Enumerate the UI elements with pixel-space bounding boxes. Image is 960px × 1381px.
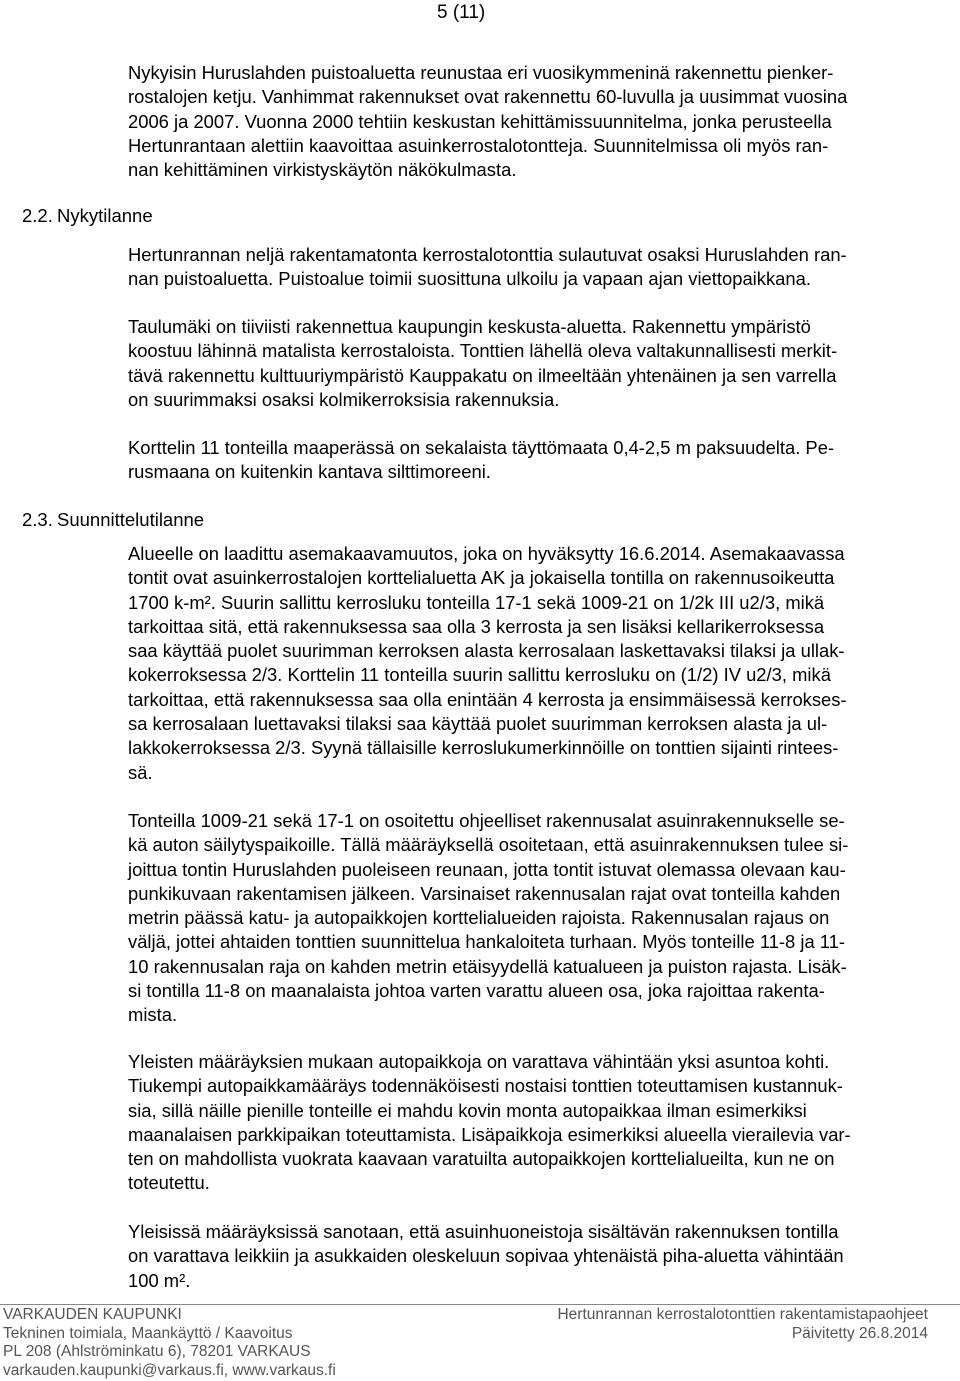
text-line: on suurimmaksi osaksi kolmikerroksisia rakennuksia.	[128, 388, 560, 410]
paragraph-nykytilanne-1	[128, 243, 958, 292]
footer-updated-date: Päivitetty 26.8.2014	[791, 1324, 928, 1342]
text-line: joittua tontin Huruslahden puoleiseen reunaan, jotta tontit istuvat olemassa olevaan kau-	[128, 858, 846, 880]
footer-contact	[3, 1306, 336, 1380]
text-line: kokerroksessa 2/3. Korttelin 11 tonteilla suurin sallittu kerrosluku on (1/2) IV u2/3, mikä	[128, 664, 831, 686]
text-line: Tiukempi autopaikkamääräys todennäköisesti nostaisi tonttien toteuttamisen kustannuk-	[128, 1075, 843, 1097]
text-line: rostalojen ketju. Vanhimmat rakennukset ovat rakennettu 60-luvulla ja uusimmat vuosina	[128, 86, 848, 108]
text-line: si tontilla 11-8 on maanalaista johtoa varten varattu alueen osa, joka rajoittaa rakenta-	[128, 980, 825, 1002]
text-line: ten on mahdollista vuokrata kaavaan varatuilta autopaikkojen korttelialueilta, kun ne on	[128, 1148, 835, 1170]
text-line: mista.	[128, 1004, 178, 1026]
text-line: sia, sillä näille pienille tonteille ei mahdu kovin monta autopaikkaa ilman esimerkiksi	[128, 1099, 807, 1121]
paragraph-suunnittelu-2	[128, 809, 958, 1028]
text-line: tarkoittaa sitä, että rakennuksessa saa olla 3 kerrosta ja sen lisäksi kellarikerroksessa	[128, 615, 825, 637]
text-line: tontit ovat asuinkerrostalojen korttelialuetta AK ja jokaisella tontilla on rakennusoikeutta	[128, 567, 835, 589]
text-line: punkikuvaan rakentamisen jälkeen. Varsinaiset rakennusalan rajat ovat tonteilla kahden	[128, 882, 841, 904]
text-line: Hertunrantaan alettiin kaavoittaa asuinkerrostalotontteja. Suunnitelmissa oli myös ran-	[128, 134, 829, 156]
text-line: nan puistoaluetta. Puistoalue toimii suosittuna ulkoilu ja vapaan ajan viettopaikkana.	[128, 268, 811, 290]
text-line: kä auton säilytyspaikoille. Tällä määräyksellä osoitetaan, että asuinrakennuksen tulee si-	[128, 834, 849, 856]
footer-divider	[0, 1304, 960, 1305]
text-line: Taulumäki on tiiviisti rakennettua kaupungin keskusta-aluetta. Rakennettu ympäristö	[128, 316, 811, 337]
paragraph-suunnittelu-4	[128, 1220, 958, 1293]
text-line: koostuu lähinnä matalista kerrostaloista. Tonttien lähellä oleva valtakunnallisesti merkit-	[128, 340, 838, 362]
paragraph-suunnittelu-3	[128, 1050, 958, 1196]
footer-email-web: varkauden.kaupunki@varkaus.fi, www.varkaus.fi	[3, 1361, 336, 1379]
text-line: on varattava leikkiin ja asukkaiden oleskeluun sopivaa yhtenäistä piha-aluetta vähintään	[128, 1245, 844, 1267]
text-line: 1700 k-m². Suurin sallittu kerrosluku tonteilla 17-1 sekä 1009-21 on 1/2k III u2/3, mikä	[128, 591, 825, 613]
text-line: nan kehittäminen virkistyskäytön näkökulmasta.	[128, 159, 517, 181]
footer-document-title: Hertunrannan kerrostalotonttien rakentamistapaohjeet	[557, 1306, 928, 1323]
text-line: saa käyttää puolet suurimman kerroksen alasta kerrosalaan laskettavaksi tilaksi ja ullak-	[128, 640, 845, 662]
text-line: Alueelle on laadittu asemakaavamuutos, joka on hyväksytty 16.6.2014. Asemakaavassa	[128, 543, 845, 564]
text-line: maanalaisen parkkipaikan toteuttamista. Lisäpaikkoja esimerkiksi alueella vierailevia var-	[128, 1123, 851, 1145]
section-number: 2.3.	[22, 509, 53, 530]
text-line: sä.	[128, 761, 153, 783]
text-line: metrin päässä katu- ja autopaikkojen korttelialueiden rajoista. Rakennusalan rajaus on	[128, 907, 830, 929]
text-line: 2006 ja 2007. Vuonna 2000 tehtiin keskustan kehittämissuunnitelma, jonka perusteella	[128, 110, 832, 132]
text-line: sa kerrosalaan luettavaksi tilaksi saa käyttää puolet suurimman kerroksen alasta ja ul-	[128, 713, 828, 735]
footer-organization: VARKAUDEN KAUPUNKI	[3, 1306, 182, 1323]
section-number: 2.2.	[22, 205, 53, 226]
section-title: Suunnittelutilanne	[57, 509, 205, 530]
text-line: rusmaana on kuitenkin kantava silttimoreeni.	[128, 461, 491, 483]
page-number: 5 (11)	[437, 2, 486, 23]
paragraph-intro	[128, 61, 958, 182]
text-line: Yleisten määräyksien mukaan autopaikkoja on varattava vähintään yksi asuntoa kohti.	[128, 1051, 830, 1072]
paragraph-nykytilanne-2	[128, 315, 958, 412]
footer-document-info	[557, 1306, 928, 1343]
text-line: tarkoittaa, että rakennuksessa saa olla enintään 4 kerrosta ja ensimmäisessä kerrokses-	[128, 688, 847, 710]
text-line: väljä, jottei ahtaiden tonttien suunnittelua hankaloiteta turhaan. Myös tonteille 11-8 ja 11-	[128, 931, 846, 953]
text-line: 100 m².	[128, 1269, 191, 1291]
footer-address: PL 208 (Ahlströminkatu 6), 78201 VARKAUS	[3, 1343, 311, 1360]
section-heading-nykytilanne	[22, 204, 153, 228]
text-line: Hertunrannan neljä rakentamatonta kerrostalotonttia sulautuvat osaksi Huruslahden ran-	[128, 244, 847, 265]
text-line: Nykyisin Huruslahden puistoaluetta reunustaa eri vuosikymmeninä rakennettu pienker-	[128, 62, 834, 83]
text-line: Korttelin 11 tonteilla maaperässä on sekalaista täyttömaata 0,4-2,5 m paksuudelta. Pe-	[128, 437, 835, 458]
paragraph-suunnittelu-1	[128, 542, 958, 785]
footer-department: Tekninen toimiala, Maankäyttö / Kaavoitus	[3, 1324, 293, 1342]
text-line: lakkokerroksessa 2/3. Syynä tällaisille kerroslukumerkinnöille on tonttien sijainti rintees-	[128, 737, 839, 759]
text-line: Yleisissä määräyksissä sanotaan, että asuinhuoneistoja sisältävän rakennuksen tontilla	[128, 1221, 839, 1242]
section-heading-suunnittelutilanne	[22, 508, 204, 532]
text-line: toteutettu.	[128, 1172, 210, 1194]
text-line: tävä rakennettu kulttuuriympäristö Kauppakatu on ilmeeltään yhtenäinen ja sen varrella	[128, 364, 837, 386]
text-line: Tonteilla 1009-21 sekä 17-1 on osoitettu ohjeelliset rakennusalat asuinrakennukselle se-	[128, 810, 845, 831]
text-line: 10 rakennusalan raja on kahden metrin etäisyydellä katualueen ja puiston rajasta. Lisäk-	[128, 955, 847, 977]
section-title: Nykytilanne	[57, 205, 153, 226]
paragraph-nykytilanne-3	[128, 436, 958, 485]
